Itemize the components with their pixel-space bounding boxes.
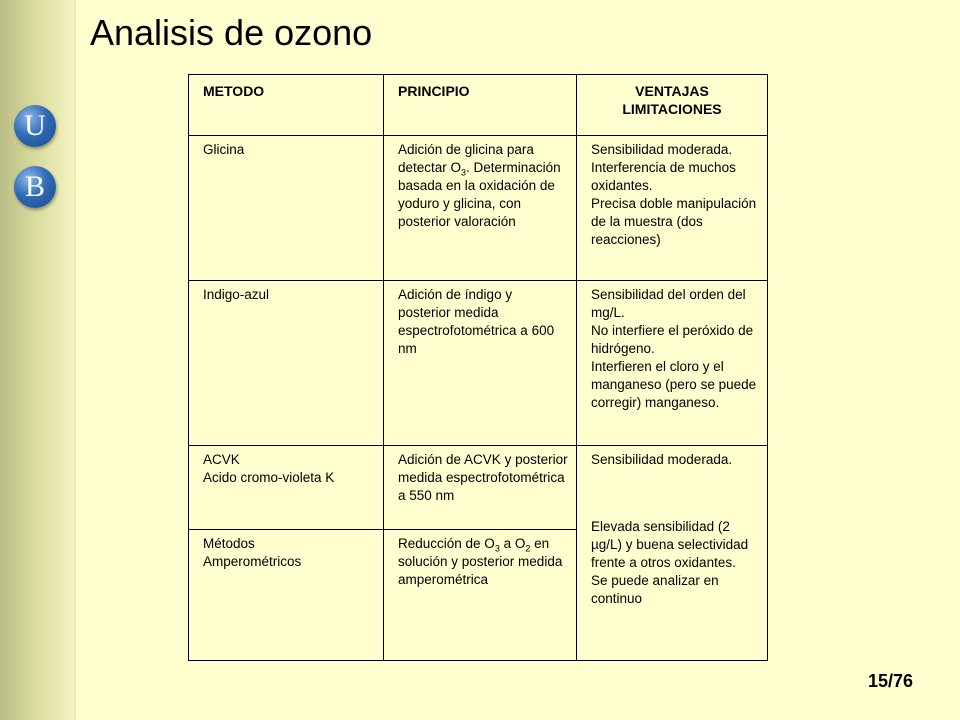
table-row-acvk bbox=[189, 446, 768, 530]
sidebar-strip bbox=[0, 0, 76, 720]
header-limitations: LIMITACIONES bbox=[622, 101, 722, 117]
cell-method: Indigo-azul bbox=[189, 281, 384, 446]
header-principle: PRINCIPIO bbox=[384, 75, 577, 136]
cell-principle: Adición de ACVK y posterior medida espectrofotométrica a 550 nm bbox=[384, 446, 577, 530]
header-method: METODO bbox=[189, 75, 384, 136]
table-row-indigo-azul bbox=[189, 281, 768, 446]
page-number: 15/76 bbox=[868, 671, 914, 691]
cell-advantages: Sensibilidad del orden del mg/L. No interfiere el peróxido de hidrógeno. Interfieren el cloro y el manganeso (pero se puede corregir) manganeso. bbox=[577, 281, 768, 446]
cell-method: Métodos Amperométricos bbox=[189, 530, 384, 661]
page-title: Analisis de ozono bbox=[90, 12, 373, 53]
cell-method: ACVK Acido cromo-violeta K bbox=[189, 446, 384, 530]
table-row-glicina bbox=[189, 136, 768, 281]
university-logo-u: U bbox=[14, 105, 56, 147]
cell-principle: Adición de glicina para detectar $O_3$. Determinación basada en la oxidación de yoduro y glicina, con posterior valoración bbox=[384, 136, 577, 281]
cell-advantages: Sensibilidad moderada. Interferencia de muchos oxidantes. Precisa doble manipulación de la muestra (dos reacciones) bbox=[577, 136, 768, 281]
cell-principle: Reducción de $O_3$ a $O_2$ en solución y posterior medida amperométrica bbox=[384, 530, 577, 661]
header-advantages: VENTAJAS bbox=[635, 83, 709, 99]
cell-advantages-merged: Sensibilidad moderada. Elevada sensibilidad (2 µg/L) y buena selectividad frente a otros oxidantes. Se puede analizar en continuo bbox=[577, 446, 768, 661]
table-header-row bbox=[189, 75, 768, 136]
ozone-methods-table bbox=[188, 74, 768, 661]
cell-method: Glicina bbox=[189, 136, 384, 281]
header-advantages-limitations bbox=[577, 75, 768, 136]
cell-principle: Adición de índigo y posterior medida espectrofotométrica a 600 nm bbox=[384, 281, 577, 446]
university-logo-b: B bbox=[14, 166, 56, 208]
